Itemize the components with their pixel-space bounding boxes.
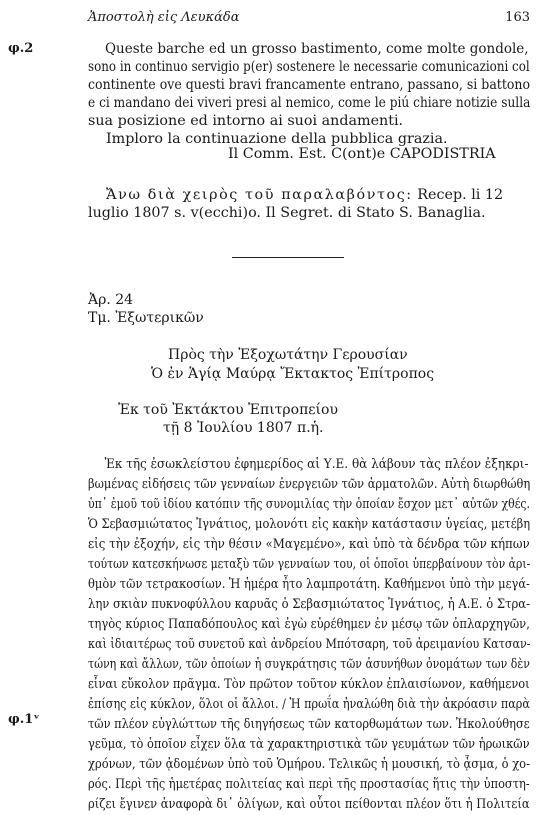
text-line: λην σκιὰν πυκνοφύλλου καρυᾶς ὁ Σεβασμιώτατος Ἰγνάτιος, ἡ Α.Ε. ὁ Στρα- — [88, 597, 531, 612]
text-line: ἐπίσης εἰς κύκλον, ὅλοι οἱ ἄλλοι. / Ἡ πρωΐα ἠναλώθη διὰ τὴν ἀκρόασιν παρὰ — [88, 697, 530, 712]
receipt-note — [88, 186, 530, 222]
text-line: τηγὸς κύριος Παπαδόπουλος καὶ ἐγὼ εὑρέθημεν ἐν μέσῳ τῶν ὀπλαρχηγῶν, — [88, 617, 530, 632]
text-line: εἰς τὴν ἐξοχήν, εἰς τὴν θέσιν «Μαγεμένο», καὶ ὑπὸ τὰ δένδρα τῶν κήπων — [88, 537, 530, 552]
page-number: 163 — [505, 10, 530, 25]
running-title: Ἀποστολὴ εἰς Λευκάδα — [88, 10, 240, 25]
text-line: Queste barche ed un grosso bastimento, come molte gondole, — [104, 41, 529, 57]
text-line: ὑπ᾽ ἐμοῦ τοῦ ἰδίου κατόπιν τῆς συνομιλίας τὴν ὁποίαν ἔσχον μετ᾽ αὐτῶν χθές. — [88, 497, 531, 512]
text-line: θμὸν τῶν τετρακοσίων. Ἡ ἡμέρα ἦτο λαμπροτάτη. Καθήμενοι ὑπὸ τὴν μεγά- — [88, 577, 530, 592]
addressee: Πρὸς τὴν Ἐξοχωτάτην Γερουσίαν — [168, 347, 408, 363]
text-line: e ci mandano dei viveri presi al nemico, come le piú chiare notizie sulla — [88, 95, 531, 111]
receipt-text: luglio 1807 s. v(ecchi)o. Il Segret. di Stato S. Banaglia. — [88, 205, 486, 221]
text-line: sua posizione ed intorno ai suoi andamenti. — [88, 113, 404, 129]
document-number: Ἀρ. 24 — [88, 292, 134, 308]
text-line: Ἐκ τῆς ἐσωκλείστου ἐφημερίδος αἱ Υ.Ε. θὰ λάβουν τὰς πλέον ἐξηκρι- — [104, 457, 529, 472]
signature: Il Comm. Est. C(ont)e CAPODISTRIA — [228, 146, 496, 162]
text-line: τῶν πλέον εὐγλώττων τῆς διηγήσεως τῶν κατορθωμάτων των. Ἠκολούθησε — [88, 717, 530, 732]
margin-folio-note: φ.2 — [8, 41, 34, 56]
closing-line: Imploro la continuazione della pubblica grazia. — [106, 131, 448, 147]
sender-title: Ὁ ἐν Ἁγίᾳ Μαύρᾳ Ἔκτακτος Ἐπίτροπος — [151, 366, 435, 382]
origin-line: Ἐκ τοῦ Ἐκτάκτου Ἐπιτροπείου — [118, 402, 338, 418]
text-line: βωμένας εἰδήσεις τῶν γενναίων ἐνεργειῶν τῶν ἀρματολῶν. Αὐτὴ διωρθώθη — [88, 477, 531, 492]
text-line: καὶ ἰδιαιτέρως τοῦ συνετοῦ καὶ ἀνδρείου Μπότσαρη, τοῦ ἀρειμανίου Κατσαν- — [88, 637, 531, 652]
text-line: χρόνων, τῶν ᾀδομένων ὑπὸ τοῦ Ὁμήρου. Τελικῶς ἡ μουσική, τὸ ᾆσμα, ὁ χο- — [88, 757, 530, 772]
italian-letter-paragraph — [88, 40, 530, 148]
greek-body-paragraph — [88, 455, 530, 815]
text-line: γεῦμα, τὸ ὁποῖον εἶχεν ὅλα τὰ χαρακτηριστικὰ τῶν γευμάτων τῶν ἡρωικῶν — [88, 737, 530, 752]
greek-spaced-heading: Ἄνω διὰ χειρὸς τοῦ παραλαβόντος: — [106, 187, 413, 203]
text-line: τώνη καὶ ἄλλων, τῶν ὁποίων ἡ συγκράτησις τῶν ἀσυνήθων ὀνομάτων των δὲν — [88, 657, 530, 672]
date-line: τῇ 8 Ἰουλίου 1807 π.ἡ. — [163, 420, 324, 436]
department: Τμ. Ἐξωτερικῶν — [88, 310, 204, 326]
text-line: Ὁ Σεβασμιώτατος Ἰγνάτιος, μολονότι εἰς κακὴν κατάστασιν ὑγείας, μετέβη — [88, 517, 531, 532]
text-line: ρίζει ἔγινεν ἀναφορὰ δι᾽ ὀλίγων, καὶ οὗτοι πείθονται πλέον ὅτι ἡ Πολιτεία — [88, 797, 530, 812]
margin-folio-note: φ.1ᵛ — [8, 712, 40, 727]
receipt-text: Recep. li 12 — [412, 187, 504, 203]
text-line: τούτων κατεσκήνωσε μεταξὺ τῶν γενναίων του, οἱ ὁποῖοι ὑπερβαίνουν τὸν ἀρι- — [88, 557, 531, 572]
text-line: continente ove questi bravi francamente entrano, passano, si battono — [88, 77, 531, 93]
section-divider — [232, 257, 344, 258]
text-line: sono in continuo servigio p(er) sostenere le necessarie comunicazioni col — [88, 59, 530, 75]
text-line: ρός. Περὶ τῆς ἡμετέρας πολιτείας καὶ περὶ τῆς προστασίας ἥτις τὴν ὑποστη- — [88, 777, 530, 792]
text-line: εἶναι εὔκολον πρᾶγμα. Τὸν πρῶτον τοῦτον κύκλον ἐπλαισίωνον, καθήμενοι — [88, 677, 530, 692]
